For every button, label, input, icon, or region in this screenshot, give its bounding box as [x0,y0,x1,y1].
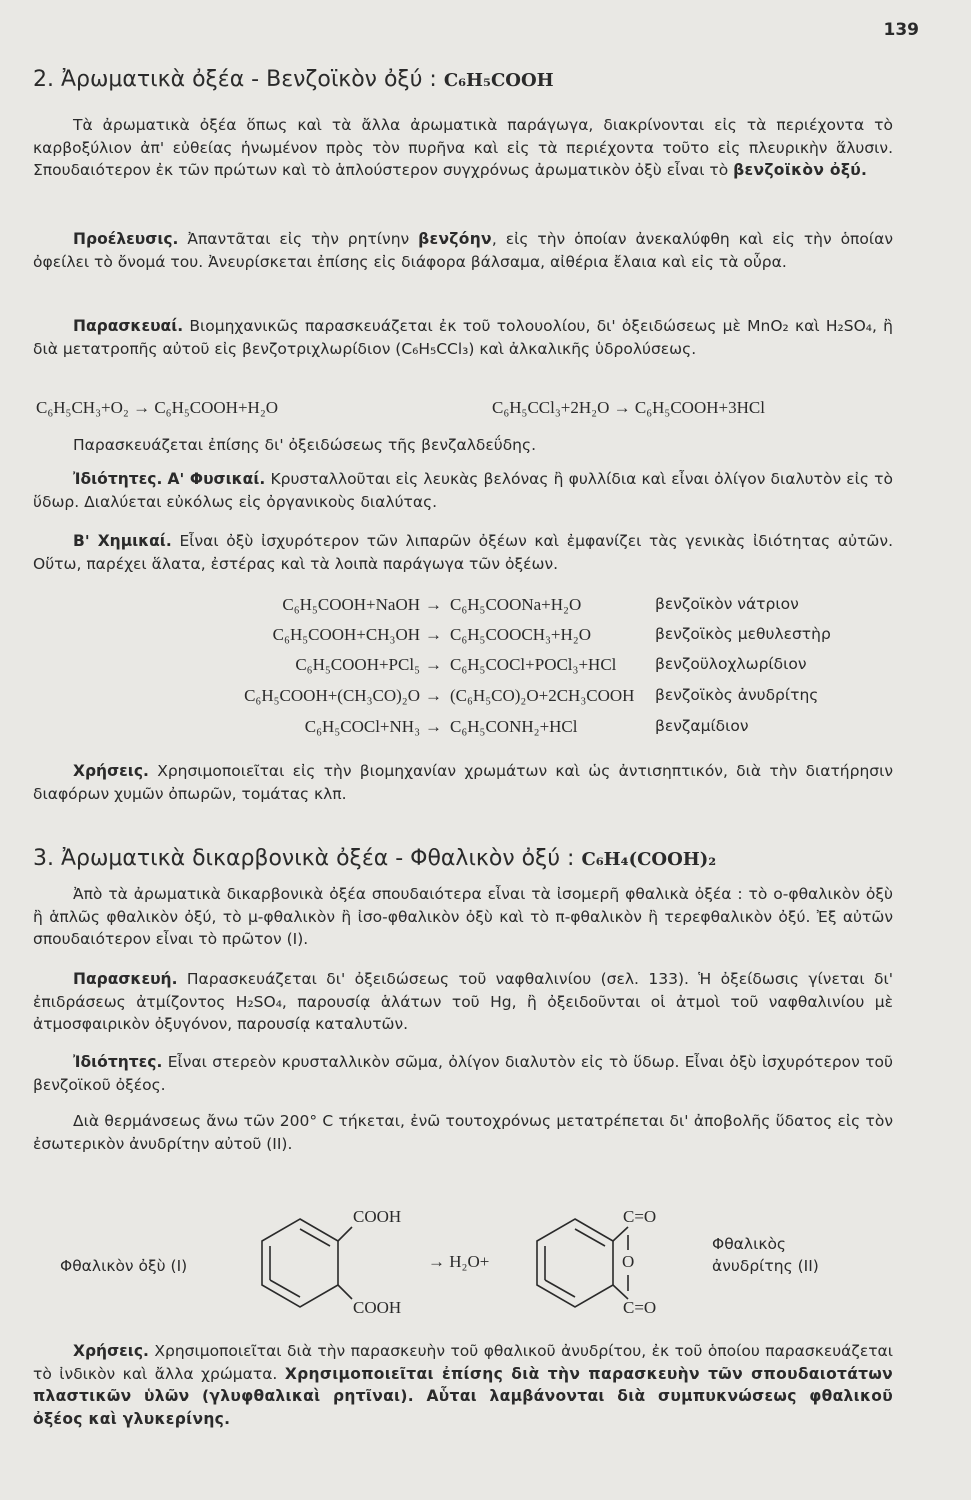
section-3-intro: Ἀπὸ τὰ ἀρωματικὰ δικαρβονικὰ ὀξέα σπουδαιότερα εἶναι τὰ ἰσομερῆ φθαλικὰ ὀξέα : τὸ ο-φθαλικὸν ὀξὺ ἢ ἁπλῶς φθαλικὸν ὀξύ, τὸ μ-φθαλικὸν ἢ ἰσο-φθαλικὸν ὀξὺ καὶ τὸ π-φθαλικὸν ἢ τερεφθαλικὸν ὀξύ. Ἐξ αὐτῶν σπουδαιότερον εἶναι τὸ πρῶτον (I). [33,885,893,948]
phthalic-acid-label: Φθαλικὸν ὀξὺ (I) [60,1257,188,1275]
carbonyl-top: C=O [623,1207,657,1226]
section-2-heading [33,66,554,95]
properties-label-3: Ἰδιότητες. [73,1053,163,1071]
section-3-uses [33,1340,893,1430]
page-number: 139 [883,20,919,40]
reaction-arrow: → [425,717,442,736]
section-2-formula: C₆H₅COOH [443,70,554,91]
reaction-product-name: βενζαμίδιον [655,717,749,735]
reaction-product-name: βενζοϊκὸς ἀνυδρίτης [655,686,819,704]
equation-1 [36,398,278,418]
benzene-ring-right [537,1219,613,1307]
reaction-product-name: βενζοϊκὸν νάτριον [655,595,799,613]
eq1-left: C₆H₅CH₃+O₂ [36,398,129,417]
eq2-left: C₆H₅CCl₃+2H₂O [492,398,610,417]
prep-label: Παρασκευαί. [73,317,184,335]
physical-properties [33,468,893,513]
properties-text-3: Εἶναι στερεὸν κρυσταλλικὸν σῶμα, ὀλίγον διαλυτὸν εἰς τὸ ὕδωρ. Εἶναι ὀξὺ ἰσχυρότερον τοῦ βενζοϊκοῦ ὀξέος. [33,1053,893,1094]
origin-label: Προέλευσις. [73,230,179,248]
water-plus: → H₂O+ [428,1252,490,1271]
reaction-row [100,625,900,649]
section-3-formula: C₆H₄(COOH)₂ [581,849,717,870]
reaction-right: C₆H₅COONa+H₂O [450,595,582,614]
physical-label: Α' Φυσικαί. [167,470,266,488]
prep-text: Βιομηχανικῶς παρασκευάζεται ἐκ τοῦ τολουολίου, δι' ὀξειδώσεως μὲ MnO₂ καὶ H₂SO₄, ἢ διὰ μετατροπῆς αὐτοῦ εἰς βενζοτριχλωρίδιον (C₆H₅CCl₃) καὶ ἀλκαλικῆς ὑδρολύσεως. [33,317,893,358]
uses-text: Χρησιμοποιεῖται εἰς τὴν βιομηχανίαν χρωμάτων καὶ ὡς ἀντισηπτικόν, διὰ τὴν διατήρησιν διαφόρων χυμῶν ὀπωρῶν, τομάτας κλπ. [33,762,893,803]
prep-text-3: Παρασκευάζεται δι' ὀξειδώσεως τοῦ ναφθαλινίου (σελ. 133). Ἡ ὀξείδωσις γίνεται δι' ἐπιδράσεως ἀτμίζοντος H₂SO₄, παρουσίᾳ ἁλάτων τοῦ Hg, ἢ ὀξειδοῦνται οἱ ἀτμοὶ τοῦ ναφθαλινίου μὲ ἀτμοσφαιρικὸν ὀξυγόνον, παρουσίᾳ καταλυτῶν. [33,970,893,1033]
prep-also: Παρασκευάζεται ἐπίσης δι' ὀξειδώσεως τῆς βενζαλδεΰδης. [73,436,537,454]
origin-bold: βενζόην [418,230,492,248]
origin-text-a: Ἀπαντᾶται εἰς τὴν ρητίνην [187,230,410,248]
reaction-arrow: → [425,655,442,674]
cooh-top: COOH [353,1207,402,1226]
prep-label-3: Παρασκευή. [73,970,178,988]
heating-paragraph: Διὰ θερμάνσεως ἄνω τῶν 200° C τήκεται, ἐνῶ τουτοχρόνως μετατρέπεται δι' ἀποβολῆς ὕδατος εἰς τὸν ἐσωτερικὸν ἀνυδρίτην αὐτοῦ (II). [33,1112,893,1153]
reaction-left: C₆H₅COOH+PCl₅ [295,655,420,674]
reaction-right: C₆H₅CONH₂+HCl [450,717,578,736]
anhydride-label-1: Φθαλικὸς [712,1235,787,1253]
origin-text-b: , εἰς τὴν ὁποίαν ἀνεκαλύφθη καὶ εἰς τὴν ὁποίαν ὀφείλει τὸ ὄνομά του. Ἀνευρίσκεται ἐπίσης εἰς διάφορα βάλσαμα, αἰθέρια ἔλαια καὶ εἰς τὰ οὖρα. [33,230,893,271]
reaction-left: C₆H₅COCl+NH₃ [304,717,420,736]
reaction-arrow: → [425,686,442,705]
chemical-label: Β' Χημικαί. [73,532,172,550]
reaction-right: (C₆H₅CO)₂O+2CH₃COOH [450,686,635,705]
section-2-intro [33,114,893,182]
section-2-title: 2. Ἀρωματικὰ ὀξέα - Βενζοϊκὸν ὀξύ : [33,67,437,92]
section-3-title: 3. Ἀρωματικὰ δικαρβονικὰ ὀξέα - Φθαλικὸν ὀξύ : [33,846,575,871]
eq1-right: C₆H₅COOH+H₂O [154,398,279,417]
properties-label: Ἰδιότητες. [73,470,163,488]
intro-text: Τὰ ἀρωματικὰ ὀξέα ὅπως καὶ τὰ ἄλλα ἀρωματικὰ παράγωγα, διακρίνονται εἰς τὰ περιέχοντα τὸ καρβοξύλιον ἀπ' εὐθείας ἡνωμένον πρὸς τὸν πυρῆνα καὶ εἰς τὰ περιέχοντα τοῦτο εἰς πλευρικὴν ἅλυσιν. Σπουδαιότερον ἐκ τῶν πρώτων καὶ τὸ ἁπλούστερον συγχρόνως ἀρωματικὸν ὀξὺ εἶναι τὸ [33,116,893,179]
reaction-left: C₆H₅COOH+(CH₃CO)₂O [244,686,420,705]
uses-label-3: Χρήσεις. [73,1342,149,1360]
benzene-ring-left [262,1219,338,1307]
uses-label: Χρήσεις. [73,762,149,780]
uses-text-3b: Χρησιμοποιεῖται ἐπίσης διὰ τὴν παρασκευὴν τῶν σπουδαιοτάτων πλαστικῶν ὑλῶν (γλυφθαλικαὶ ρητῖναι). Αὗται λαμβάνονται διὰ συμπυκνώσεως φθαλικοῦ ὀξέος καὶ γλυκερίνης. [33,1364,893,1428]
reaction-product-name: βενζοϋλοχλωρίδιον [655,655,807,673]
ring-oxygen: O [622,1252,635,1271]
reaction-right: C₆H₅COOCH₃+H₂O [450,625,591,644]
intro-bold: βενζοϊκὸν ὀξύ. [733,161,868,179]
reaction-row [100,717,900,741]
reaction-row [100,655,900,679]
eq1-arrow: → [133,398,151,417]
anhydride-label-2: ἀνυδρίτης (II) [712,1257,819,1275]
equation-2 [492,398,765,418]
section-3-properties [33,1051,893,1096]
reaction-left: C₆H₅COOH+CH₃OH [272,625,420,644]
reaction-row [100,595,900,619]
reaction-row [100,686,900,710]
physical-text: Κρυσταλλοῦται εἰς λευκὰς βελόνας ἢ φυλλίδια καὶ εἶναι ὀλίγον διαλυτὸν εἰς τὸ ὕδωρ. Διαλύεται εὐκόλως εἰς ὀργανικοὺς διαλύτας. [33,470,893,511]
reaction-right: C₆H₅COCl+POCl₃+HCl [450,655,617,674]
reaction-left: C₆H₅COOH+NaOH [282,595,420,614]
reaction-arrow: → [425,625,442,644]
origin-paragraph [33,228,893,273]
phthalic-reaction-diagram [0,1205,971,1320]
carbonyl-bottom: C=O [623,1298,657,1317]
reaction-product-name: βενζοϊκὸς μεθυλεστὴρ [655,625,831,643]
section-3-heading [33,845,716,874]
cooh-bottom: COOH [353,1298,402,1317]
preparation-paragraph [33,315,893,360]
reaction-arrow: → [425,595,442,614]
eq2-right: C₆H₅COOH+3HCl [634,398,765,417]
chemical-properties [33,530,893,575]
uses-paragraph [33,760,893,805]
chemical-text: Εἶναι ὀξὺ ἰσχυρότερον τῶν λιπαρῶν ὀξέων καὶ ἐμφανίζει τὰς γενικὰς ἰδιότητας αὐτῶν. Οὕτω, παρέχει ἅλατα, ἐστέρας καὶ τὰ λοιπὰ παράγωγα τῶν ὀξέων. [33,532,893,573]
section-3-preparation [33,968,893,1036]
uses-text-3a: Χρησιμοποιεῖται διὰ τὴν παρασκευὴν τοῦ φθαλικοῦ ἀνυδρίτου, ἐκ τοῦ ὁποίου παρασκευάζεται τὸ ἰνδικὸν καὶ ἄλλα χρώματα. [33,1342,893,1383]
eq2-arrow: → [613,398,631,417]
